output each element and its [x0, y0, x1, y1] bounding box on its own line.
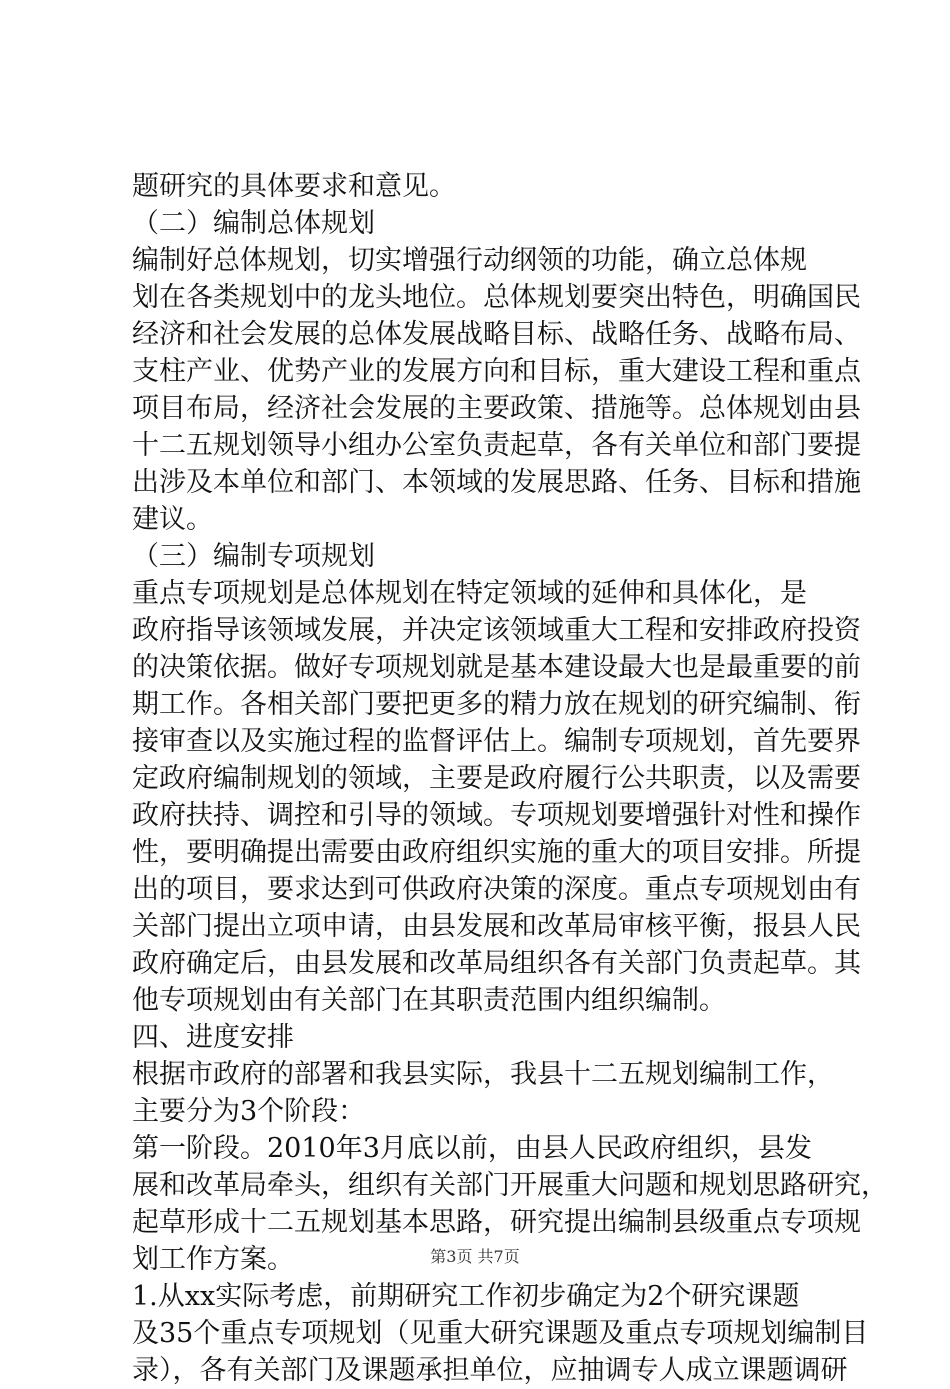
text-line: 政府扶持、调控和引导的领域。专项规划要增强针对性和操作 — [132, 800, 861, 831]
section-heading: （二）编制总体规划 — [132, 208, 375, 239]
text-line: 第一阶段。2010年3月底以前，由县人民政府组织，县发 — [132, 1133, 812, 1164]
text-line: 的决策依据。做好专项规划就是基本建设最大也是最重要的前 — [132, 652, 861, 683]
text-line: 十二五规划领导小组办公室负责起草，各有关单位和部门要提 — [132, 430, 861, 461]
text-line: 性，要明确提出需要由政府组织实施的重大的项目安排。所提 — [132, 837, 861, 868]
text-line: 关部门提出立项申请，由县发展和改革局审核平衡，报县人民 — [132, 911, 861, 942]
text-line: 起草形成十二五规划基本思路，研究提出编制县级重点专项规 — [132, 1207, 861, 1238]
text-line: 编制好总体规划，切实增强行动纲领的功能，确立总体规 — [132, 245, 807, 276]
text-line: 及35个重点专项规划（见重大研究课题及重点专项规划编制目 — [132, 1318, 869, 1349]
text-line: 政府确定后，由县发展和改革局组织各有关部门负责起草。其 — [132, 948, 861, 979]
text-line: 题研究的具体要求和意见。 — [132, 171, 456, 202]
text-line: 1.从xx实际考虑，前期研究工作初步确定为2个研究课题 — [132, 1281, 800, 1312]
text-line: 划工作方案。 — [132, 1244, 294, 1275]
text-line: 划在各类规划中的龙头地位。总体规划要突出特色，明确国民 — [132, 282, 861, 313]
page-number: 第3页 共7页 — [430, 1247, 520, 1266]
text-line: 接审查以及实施过程的监督评估上。编制专项规划，首先要界 — [132, 726, 861, 757]
text-line: 建议。 — [132, 504, 213, 535]
text-line: 经济和社会发展的总体发展战略目标、战略任务、战略布局、 — [132, 319, 861, 350]
section-heading: 四、进度安排 — [132, 1022, 294, 1053]
text-line: 出涉及本单位和部门、本领域的发展思路、任务、目标和措施 — [132, 467, 861, 498]
text-line: 他专项规划由有关部门在其职责范围内组织编制。 — [132, 985, 726, 1016]
section-heading: （三）编制专项规划 — [132, 541, 375, 572]
text-line: 支柱产业、优势产业的发展方向和目标，重大建设工程和重点 — [132, 356, 861, 387]
text-line: 录），各有关部门及课题承担单位，应抽调专人成立课题调研 — [132, 1355, 848, 1386]
text-line: 定政府编制规划的领域，主要是政府履行公共职责，以及需要 — [132, 763, 861, 794]
text-line: 出的项目，要求达到可供政府决策的深度。重点专项规划由有 — [132, 874, 861, 905]
text-line: 根据市政府的部署和我县实际，我县十二五规划编制工作， — [132, 1059, 834, 1090]
text-line: 主要分为3个阶段： — [132, 1096, 366, 1127]
text-line: 项目布局，经济社会发展的主要政策、措施等。总体规划由县 — [132, 393, 861, 424]
text-line: 期工作。各相关部门要把更多的精力放在规划的研究编制、衔 — [132, 689, 861, 720]
text-line: 展和改革局牵头，组织有关部门开展重大问题和规划思路研究， — [132, 1170, 888, 1201]
document-body — [132, 168, 888, 1389]
text-line: 政府指导该领域发展，并决定该领域重大工程和安排政府投资 — [132, 615, 861, 646]
text-line: 重点专项规划是总体规划在特定领域的延伸和具体化，是 — [132, 578, 807, 609]
